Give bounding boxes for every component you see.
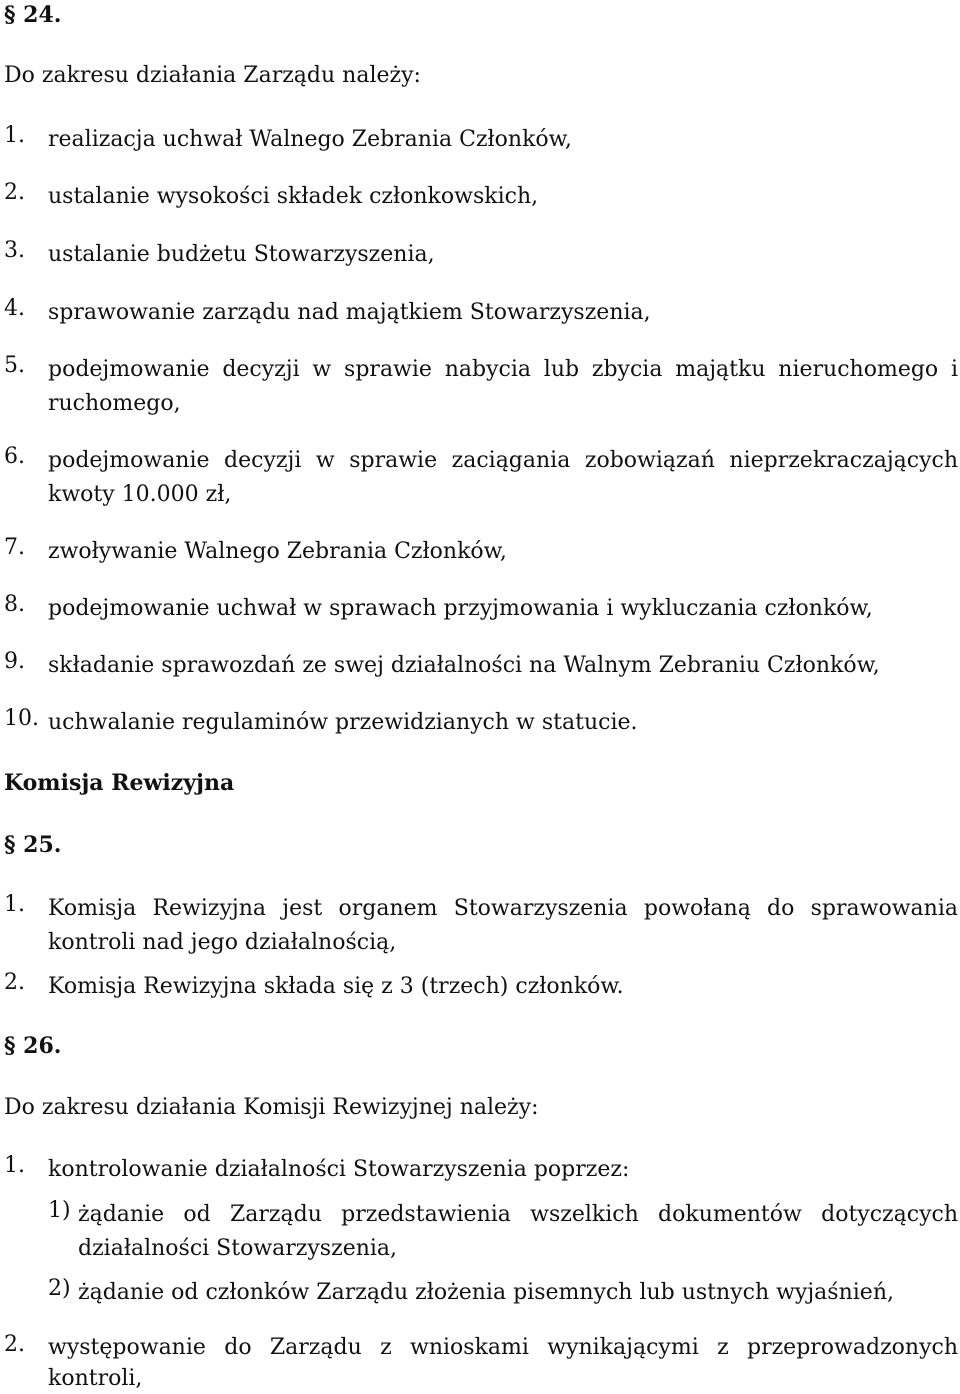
list-item-number: 3. [4,238,25,263]
list-item-number: 2. [4,970,25,995]
section-title: Komisja Rewizyjna [4,770,235,796]
list-item [4,296,958,329]
sub-list-item-text: żądanie od Zarządu przedstawienia wszelkich dokumentów dotyczących działalności Stowarzyszenia, [78,1202,958,1261]
list-item-number: 2. [4,180,25,205]
list-item-text: Komisja Rewizyjna jest organem Stowarzyszenia powołaną do sprawowania kontroli nad jego działalnością, [48,896,958,955]
list-item-text: ustalanie wysokości składek członkowskich, [48,184,539,209]
list-item-number: 5. [4,353,25,378]
list-item-number: 4. [4,296,25,321]
list-item-text: sprawowanie zarządu nad majątkiem Stowarzyszenia, [48,300,651,325]
list-item [4,970,958,1003]
list-item-number: 1. [4,123,25,148]
list-item-text: podejmowanie decyzji w sprawie nabycia lub zbycia majątku nieruchomego i ruchomego, [48,357,958,416]
list-item-text: podejmowanie uchwał w sprawach przyjmowania i wykluczania członków, [48,596,873,621]
list-item-text: zwoływanie Walnego Zebrania Członków, [48,539,507,564]
list-item-number: 9. [4,649,25,674]
list-item [4,706,958,739]
list-item-text: występowanie do Zarządu z wnioskami wynikającymi z przeprowadzonych kontroli, [48,1335,958,1391]
sub-list-item-text: żądanie od członków Zarządu złożenia pisemnych lub ustnych wyjaśnień, [78,1280,894,1305]
list-item [4,649,958,682]
list-item-text: podejmowanie decyzji w sprawie zaciągania zobowiązań nieprzekraczających kwoty 10.000 zł, [48,448,958,507]
list-item [4,444,958,512]
list-item [4,592,958,625]
list-item-number: 1. [4,892,25,917]
list-item-text: realizacja uchwał Walnego Zebrania Członków, [48,127,572,152]
list-item-number: 1. [4,1153,25,1178]
section-26-heading: § 26. [4,1033,62,1059]
list-item-number: 2. [4,1332,25,1357]
sub-list-item [48,1198,958,1266]
sub-list-item-number: 2) [48,1276,71,1301]
section-24-heading: § 24. [4,2,62,28]
section-25-heading: § 25. [4,832,62,858]
list-item-text: składanie sprawozdań ze swej działalności na Walnym Zebraniu Członków, [48,653,880,678]
list-item-text: ustalanie budżetu Stowarzyszenia, [48,242,435,267]
section-24-intro: Do zakresu działania Zarządu należy: [4,63,421,88]
list-item [4,238,958,271]
list-item [4,535,958,568]
list-item [4,353,958,421]
list-item-number: 6. [4,444,25,469]
list-item-number: 8. [4,592,25,617]
list-item [4,180,958,213]
list-item-number: 7. [4,535,25,560]
list-item-text: kontrolowanie działalności Stowarzyszenia poprzez: [48,1157,630,1182]
list-item [4,1153,958,1186]
list-item [4,123,958,156]
list-item-text: uchwalanie regulaminów przewidzianych w statucie. [48,710,638,735]
list-item [4,892,958,960]
sub-list-item [48,1276,958,1309]
list-item-text: Komisja Rewizyjna składa się z 3 (trzech) członków. [48,974,624,999]
sub-list-item-number: 1) [48,1198,71,1223]
section-26-intro: Do zakresu działania Komisji Rewizyjnej należy: [4,1095,539,1120]
list-item-number: 10. [4,706,39,731]
list-item [4,1332,958,1394]
